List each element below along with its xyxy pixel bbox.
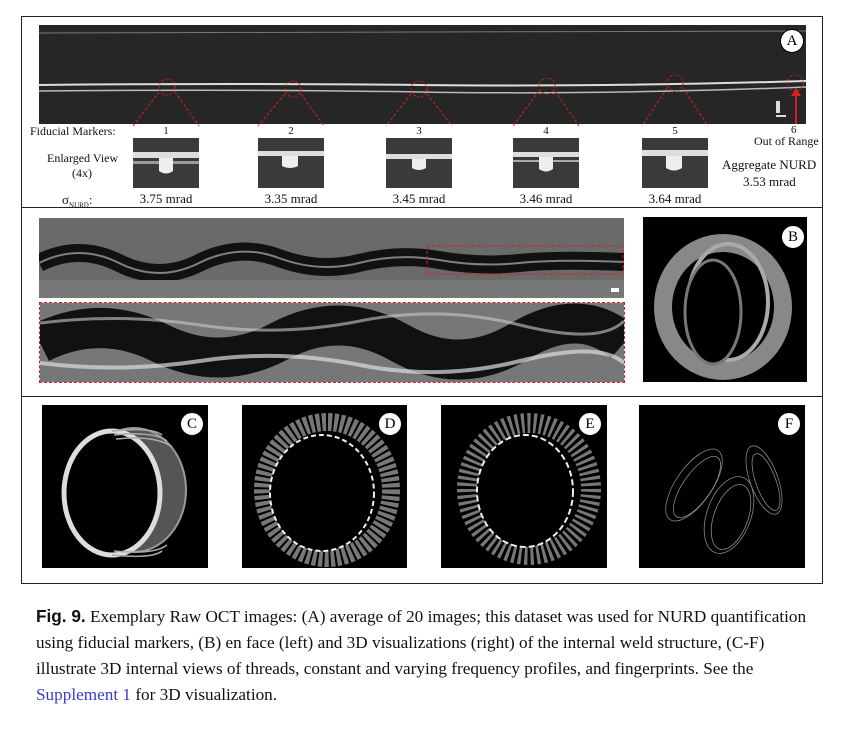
en-face-image <box>39 218 624 298</box>
aggregate-nurd-value: 3.53 mrad <box>743 174 796 189</box>
panel-divider-1 <box>21 207 823 208</box>
sigma-value-5: 3.64 mrad <box>648 191 702 206</box>
sigma-nurd-label: $\sigma_{NURD}$: <box>62 192 93 210</box>
enlarged-view-4 <box>513 138 579 188</box>
panel-divider-2 <box>21 396 823 397</box>
sigma-value-3: 3.45 mrad <box>392 191 446 206</box>
caption-text-end: for 3D visualization. <box>131 685 278 704</box>
marker-number-2: 2 <box>288 125 294 137</box>
aggregate-nurd-label: Aggregate NURD <box>722 157 817 172</box>
panel-letter-f: F <box>777 412 801 436</box>
caption-fig-label: Fig. 9. <box>36 606 86 626</box>
sigma-value-1: 3.75 mrad <box>139 191 193 206</box>
enlarged-view-label: Enlarged View <box>47 151 119 165</box>
panel-letter-a: A <box>780 29 804 53</box>
out-of-range-label: Out of Range <box>754 134 819 148</box>
marker-number-3: 3 <box>416 125 422 137</box>
supplement-link[interactable]: Supplement 1 <box>36 685 132 704</box>
panel-letter-d: D <box>378 412 402 436</box>
marker-number-4: 4 <box>543 125 549 137</box>
enlarged-view-2 <box>258 138 324 188</box>
panel-letter-e: E <box>578 412 602 436</box>
en-face-zoom-image <box>40 303 624 382</box>
marker-number-1: 1 <box>163 125 169 137</box>
enlarged-view-3 <box>386 138 452 188</box>
panel-letter-b: B <box>781 225 805 249</box>
enlarged-view-sub: (4x) <box>72 166 92 180</box>
enlarged-view-5 <box>642 138 708 188</box>
zoom-guide-lines <box>0 0 850 135</box>
marker-number-6: 6 <box>791 124 797 136</box>
caption-text: Exemplary Raw OCT images: (A) average of 20 images; this dataset was used for NURD quantification using fiducial markers, (B) en face (left) and 3D visualizations (right) of the internal weld structure, (C-F) illustrate 3D internal views of threads, constant and varying frequency profiles, and fingerprints. See the <box>36 607 807 678</box>
sigma-value-4: 3.46 mrad <box>519 191 573 206</box>
marker-number-5: 5 <box>672 125 678 137</box>
fiducial-markers-label: Fiducial Markers: <box>30 124 116 138</box>
enlarged-view-1 <box>133 138 199 188</box>
panel-letter-c: C <box>180 412 204 436</box>
sigma-value-2: 3.35 mrad <box>264 191 318 206</box>
figure-caption <box>36 603 816 708</box>
